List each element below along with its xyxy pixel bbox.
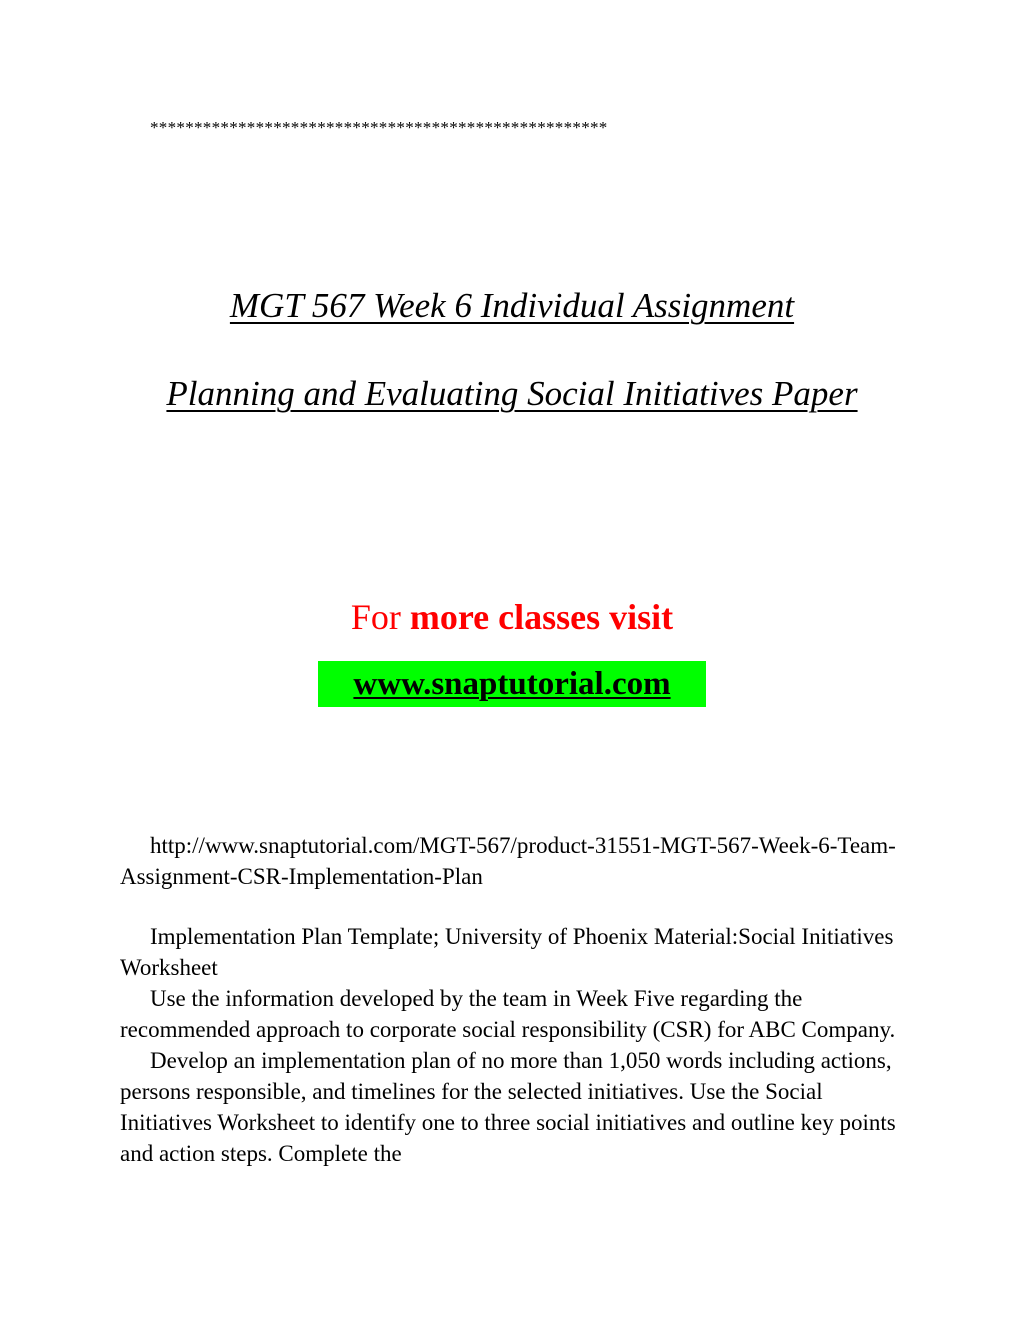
- assignment-body: [120, 921, 900, 1169]
- website-link[interactable]: [318, 661, 706, 707]
- body-paragraph: Use the information developed by the team in Week Five regarding the recommended approach to corporate social responsibility (CSR) for ABC Company.: [120, 986, 896, 1042]
- assignment-title: [0, 286, 1024, 326]
- product-url[interactable]: http://www.snaptutorial.com/MGT-567/product-31551-MGT-567-Week-6-Team-Assignment-CSR-Implementation-Plan: [120, 833, 896, 889]
- paper-title: [0, 374, 1024, 414]
- promo-emphasis: more classes visit: [409, 597, 674, 637]
- promo-for-word: For: [350, 597, 401, 637]
- promo-line: [0, 596, 1024, 638]
- paper-title-text: Planning and Evaluating Social Initiatives Paper: [166, 374, 858, 413]
- body-paragraph: Develop an implementation plan of no more than 1,050 words including actions, persons responsible, and timelines for the selected initiatives. Use the Social Initiatives Worksheet to identify one to three social initiatives and outline key points and action steps. Complete the: [120, 1048, 896, 1166]
- body-paragraph: Implementation Plan Template; University of Phoenix Material:Social Initiatives Worksheet: [120, 924, 894, 980]
- product-url-block: [120, 830, 900, 892]
- separator-line: ****************************************************: [150, 118, 608, 137]
- assignment-title-text: MGT 567 Week 6 Individual Assignment: [229, 286, 795, 325]
- website-link-text[interactable]: www.snaptutorial.com: [353, 666, 671, 702]
